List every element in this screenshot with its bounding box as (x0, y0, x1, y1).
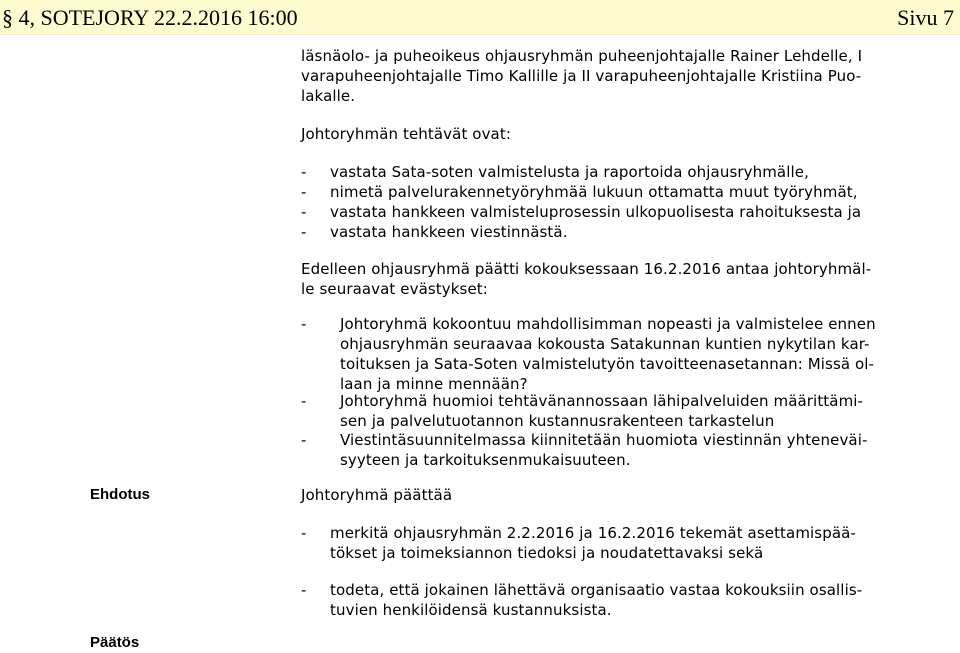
list-dash: - (301, 431, 307, 449)
list-dash: - (301, 581, 307, 599)
guidance-line: toituksen ja Sata-Soten valmistelutyön tavoitteenasetannan: Missä ol- (340, 355, 875, 373)
guidance-line: syyteen ja tarkoituksenmukaisuuteen. (340, 451, 631, 469)
task-item: nimetä palvelurakennetyöryhmää lukuun ottamatta muut työryhmät, (330, 183, 858, 201)
decision-line: todeta, että jokainen lähettävä organisaatio vastaa kokouksiin osallis- (330, 581, 863, 599)
list-dash: - (301, 392, 307, 410)
page-header (0, 0, 960, 35)
guidance-line: ohjausryhmän seuraavaa kokousta Satakunnan kuntien nykytilan kar- (340, 335, 870, 353)
list-dash: - (301, 183, 307, 201)
guidance-line: laan ja minne mennään? (340, 375, 528, 393)
task-item: vastata Sata-soten valmistelusta ja raportoida ohjausryhmälle, (330, 163, 809, 181)
page-number: Sivu 7 (897, 5, 954, 30)
task-item: vastata hankkeen valmisteluprosessin ulkopuolisesta rahoituksesta ja (330, 203, 862, 221)
decision-line: tuvien henkilöidensä kustannuksista. (330, 601, 612, 619)
ehdotus-label: Ehdotus (90, 486, 150, 503)
tasks-title: Johtoryhmän tehtävät ovat: (301, 125, 511, 143)
intro-line: varapuheenjohtajalle Timo Kallille ja II varapuheenjohtajalle Kristiina Puo- (301, 67, 862, 85)
list-dash: - (301, 163, 307, 181)
guidance-line: Johtoryhmä huomioi tehtävänannossaan lähipalveluiden määrittämi- (340, 392, 864, 410)
list-dash: - (301, 223, 307, 241)
intro-line: lakalle. (301, 87, 356, 105)
guidance-line: Johtoryhmä kokoontuu mahdollisimman nopeasti ja valmistelee ennen (340, 315, 876, 333)
list-dash: - (301, 524, 307, 542)
list-dash: - (301, 203, 307, 221)
decision-title: Johtoryhmä päättää (301, 486, 453, 504)
list-dash: - (301, 315, 307, 333)
guidance-line: Viestintäsuunnitelmassa kiinnitetään huomiota viestinnän yhteneväi- (340, 431, 868, 449)
task-item: vastata hankkeen viestinnästä. (330, 223, 568, 241)
further-line: le seuraavat evästykset: (301, 280, 488, 298)
paatos-label: Päätös (90, 634, 140, 651)
decision-line: tökset ja toimeksiannon tiedoksi ja noudatettavaksi sekä (330, 544, 764, 562)
decision-line: merkitä ohjausryhmän 2.2.2016 ja 16.2.2016 tekemät asettamispää- (330, 524, 856, 542)
further-line: Edelleen ohjausryhmä päätti kokouksessaan 16.2.2016 antaa johtoryhmäl- (301, 260, 872, 278)
meeting-title: § 4, SOTEJORY 22.2.2016 16:00 (2, 5, 298, 30)
guidance-line: sen ja palvelutuotannon kustannusrakenteen tarkastelun (340, 412, 775, 430)
intro-line: läsnäolo- ja puheoikeus ohjausryhmän puheenjohtajalle Rainer Lehdelle, I (301, 47, 863, 65)
